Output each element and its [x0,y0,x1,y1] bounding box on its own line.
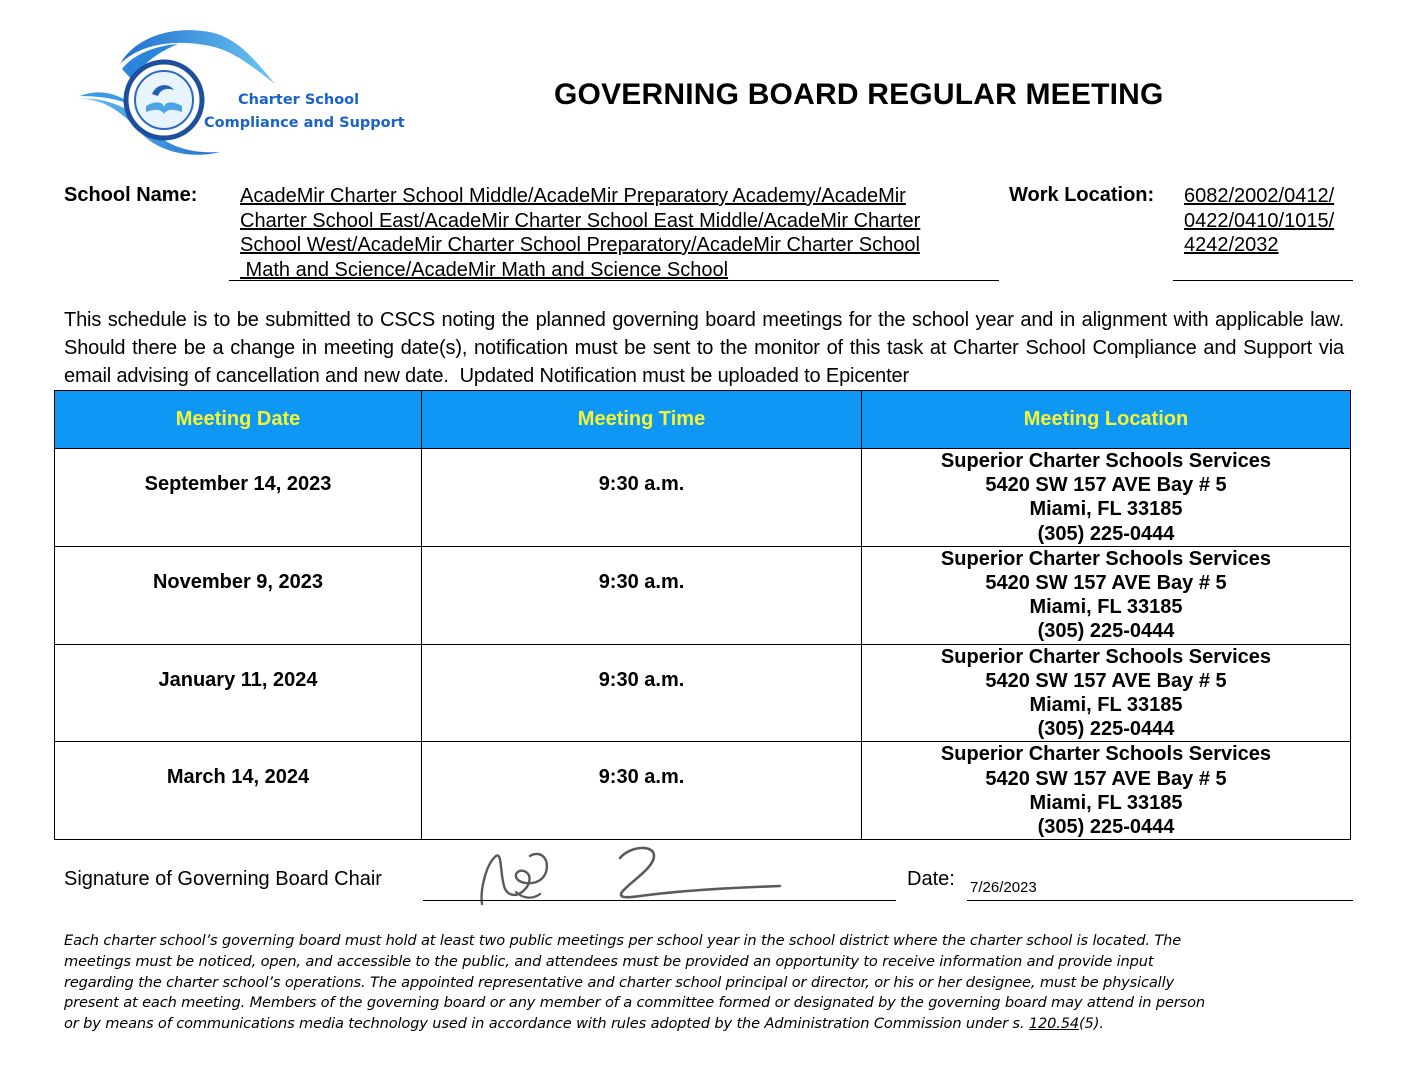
location-line: Miami, FL 33185 [1029,596,1183,619]
work-location-underline [1173,280,1353,281]
footnote-line-prefix: or by means of communications media technology used in accordance with rules adopted by the Administration Commission under s. [64,1015,1029,1033]
location-line: 5420 SW 157 AVE Bay # 5 [985,474,1227,497]
school-name-line: AcadeMir Charter School Middle/AcadeMir Preparatory Academy/AcadeMir [240,185,906,207]
signature-line [423,900,896,901]
meeting-location-cell [862,546,1351,644]
location-line: (305) 225-0444 [1037,620,1175,643]
meeting-time-cell: 9:30 a.m. [422,644,862,742]
date-line [967,900,1353,901]
footnote-line: meetings must be noticed, open, and accessible to the public, and attendees must be provided an opportunity to receive information and provide input [64,952,1154,970]
work-location-line: 4242/2032 [1184,234,1279,256]
signature-label: Signature of Governing Board Chair [64,868,382,890]
location-line: Superior Charter Schools Services [940,743,1272,766]
meeting-time-cell: 9:30 a.m. [422,449,862,547]
meeting-time-cell: 9:30 a.m. [422,742,862,840]
meeting-schedule-table [54,390,1351,840]
work-location-line: 6082/2002/0412/ [1184,185,1335,207]
footnote-line: Each charter school’s governing board must hold at least two public meetings per school year in the school district where the charter school is located. The [64,932,1182,949]
school-name-line: Math and Science/AcadeMir Math and Science School [240,258,729,281]
work-location-value [1184,184,1334,258]
handwritten-signature [470,842,790,908]
intro-paragraph: This schedule is to be submitted to CSCS noting the planned governing board meetings for the school year and in alignment with applicable law. Should there be a change in meeting date(s), notification must be sent to the monitor of this task at Charter School Compliance and Support via email advising of cancellation and new date. Updated Notification must be uploaded to Epicenter [64,309,1350,387]
location-line: (305) 225-0444 [1037,816,1175,839]
footnote-line-suffix: (5). [1079,1015,1104,1033]
logo-text-line2: Compliance and Support [204,115,405,131]
statute-link[interactable]: 120.54 [1028,1015,1080,1033]
statutory-footnote [64,931,1354,1035]
meeting-date-cell: March 14, 2024 [55,742,422,840]
location-line: 5420 SW 157 AVE Bay # 5 [985,767,1227,790]
table-row [55,449,1351,547]
meeting-time-cell: 9:30 a.m. [422,546,862,644]
work-location-line: 0422/0410/1015/ [1184,209,1335,232]
school-name-value [240,184,980,282]
logo-text-line1: Charter School [238,92,360,108]
school-name-label: School Name: [64,184,198,206]
location-line: Miami, FL 33185 [1029,694,1183,717]
location-line: 5420 SW 157 AVE Bay # 5 [985,669,1227,692]
footnote-line: present at each meeting. Members of the governing board or any member of a committee formed or designated by the governing board may attend in person [64,994,1205,1012]
location-line: Superior Charter Schools Services [940,547,1272,570]
table-header-row [55,391,1351,449]
cscs-logo [60,24,420,164]
meeting-location-cell [862,449,1351,547]
school-name-line: School West/AcadeMir Charter School Preparatory/AcadeMir Charter School [240,234,920,256]
meeting-date-cell: January 11, 2024 [55,644,422,742]
date-value: 7/26/2023 [970,879,1037,896]
work-location-label: Work Location: [1009,184,1155,206]
date-label: Date: [907,868,955,890]
meeting-location-cell [862,644,1351,742]
column-header-location: Meeting Location [862,391,1351,449]
table-row [55,644,1351,742]
school-name-underline [229,280,999,281]
footnote-line [64,1014,1354,1035]
location-line: Miami, FL 33185 [1029,498,1183,521]
meeting-location-cell [862,742,1351,840]
table-row [55,742,1351,840]
location-line: (305) 225-0444 [1037,718,1175,741]
location-line: Miami, FL 33185 [1029,791,1183,814]
column-header-time: Meeting Time [422,391,862,449]
table-row [55,546,1351,644]
column-header-date: Meeting Date [55,391,422,449]
meeting-date-cell: September 14, 2023 [55,449,422,547]
footnote-line: regarding the charter school’s operations. The appointed representative and charter school principal or director, or his or her designee, must be physically [64,973,1174,991]
location-line: 5420 SW 157 AVE Bay # 5 [985,572,1227,595]
meeting-date-cell: November 9, 2023 [55,546,422,644]
location-line: Superior Charter Schools Services [940,645,1272,668]
school-name-line: Charter School East/AcadeMir Charter School East Middle/AcadeMir Charter [240,209,921,232]
location-line: Superior Charter Schools Services [940,450,1272,472]
location-line: (305) 225-0444 [1037,522,1175,545]
page-title: GOVERNING BOARD REGULAR MEETING [554,78,1164,111]
